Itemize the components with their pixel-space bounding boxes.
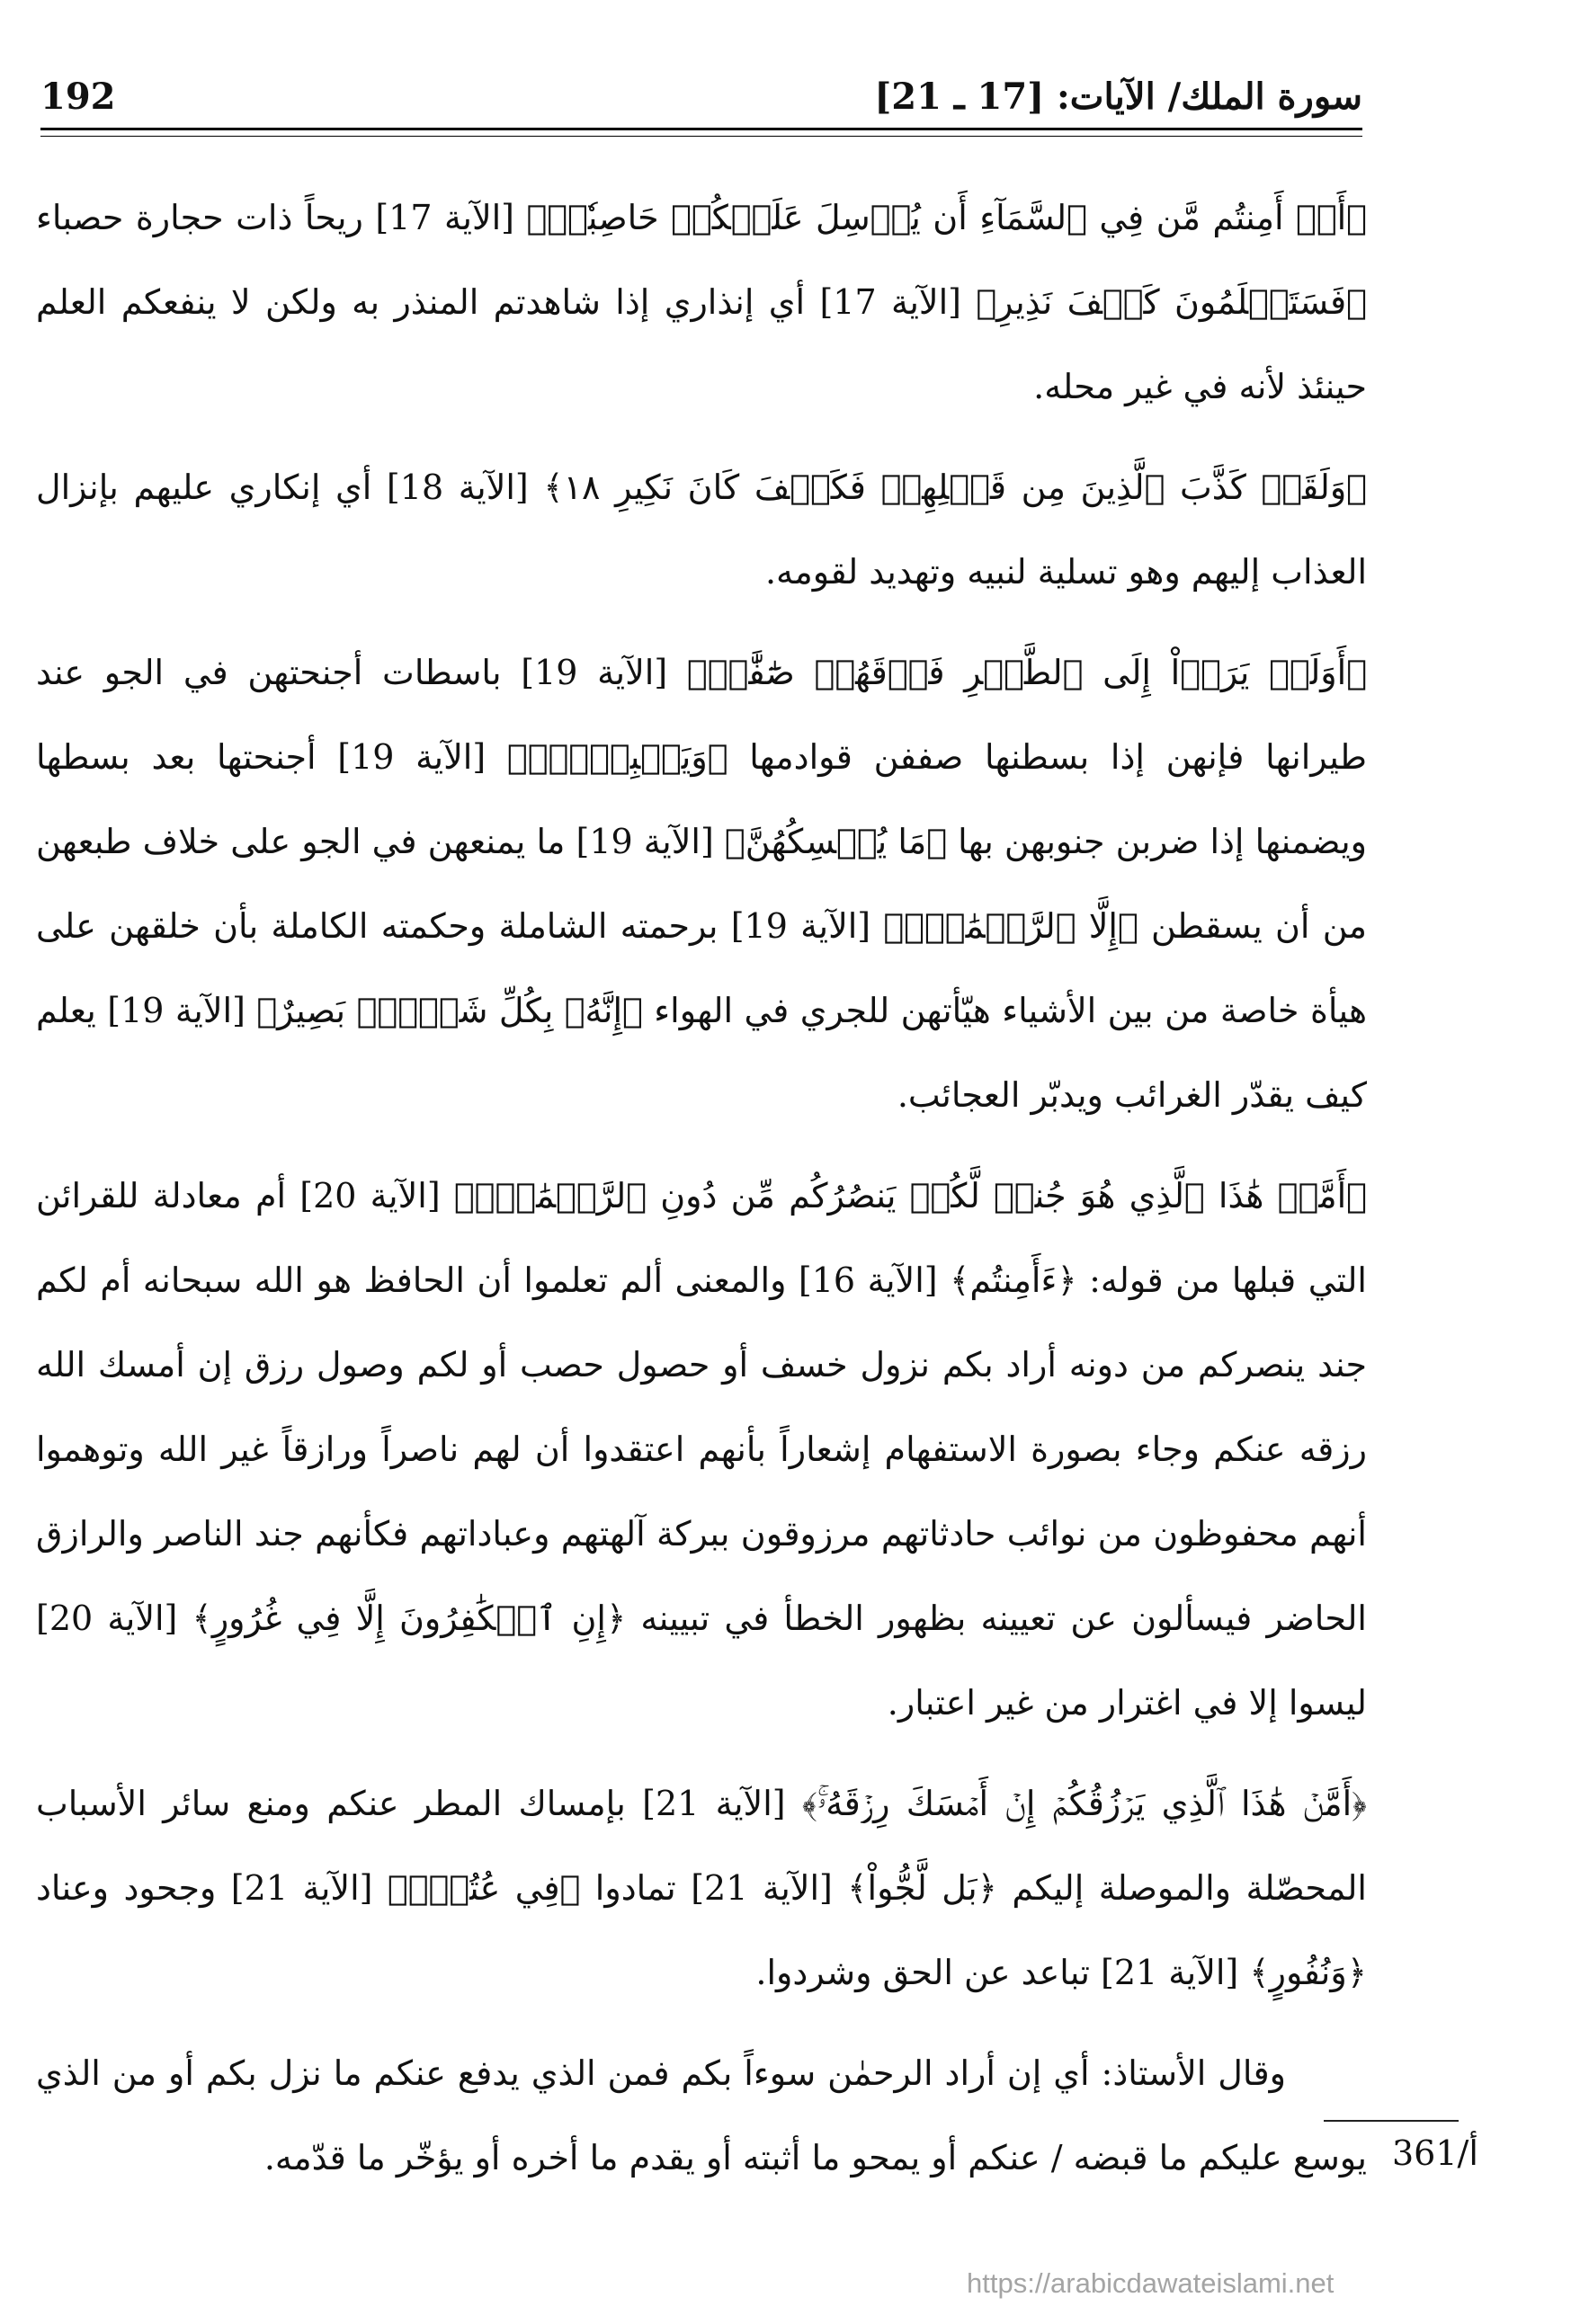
manuscript-folio-note: 361/أ <box>1392 2133 1478 2173</box>
paragraph-ustadh-commentary: وقال الأستاذ: أي إن أراد الرحمٰن سوءاً بكم فمن الذي يدفع عنكم ما نزل بكم أو من الذي يوسع عليكم ما قبضه / عنكم أو يمحو ما أثبته أو يقدم ما أخره أو يؤخّر ما قدّمه. <box>36 2053 1367 2177</box>
paragraph-verse-19: ﴿أَوَلَمۡ يَرَوۡاْ إِلَى ٱلطَّيۡرِ فَوۡقَهُمۡ صَٰٓفَّٰتٖ﴾ [الآية 19] باسطات أجنحتهن في الجو عند طيرانها فإنهن إذا بسطنها صففن قوادمها ﴿وَيَقۡبِضۡنَۚ﴾ [الآية 19] أجنحتها بعد بسطها ويضمنها إذا ضربن جنوبهن بها ﴿مَا يُمۡسِكُهُنَّ﴾ [الآية 19] ما يمنعهن في الجو على خلاف طبعهن من أن يسقطن ﴿إِلَّا ٱلرَّحۡمَٰنُۚ﴾ [الآية 19] برحمته الشاملة وحكمته الكاملة بأن خلقهن على هيأة خاصة من بين الأشياء هيّأتهن للجري في الهواء ﴿إِنَّهُۥ بِكُلِّ شَيۡءِۭ بَصِيرٌ﴾ [الآية 19] يعلم كيف يقدّر الغرائب ويدبّر العجائب. <box>36 653 1368 1115</box>
header-rule-thick <box>40 128 1362 130</box>
paragraph-verse-20: ﴿أَمَّنۡ هَٰذَا ٱلَّذِي هُوَ جُندٞ لَّكُمۡ يَنصُرُكُم مِّن دُونِ ٱلرَّحۡمَٰنِۚ﴾ [الآية 20] أم معادلة للقرائن التي قبلها من قوله: ﴿ءَأَمِنتُم﴾ [الآية 16] والمعنى ألم تعلموا أن الحافظ هو الله سبحانه أم لكم جند ينصركم من دونه أراد بكم نزول خسف أو حصول حصب أو لكم وصول رزق إن أمسك الله رزقه عنكم وجاء بصورة الاستفهام إشعاراً بأنهم اعتقدوا أن لهم ناصراً ورازقاً غير الله وتوهموا أنهم محفوظون من نوائب حادثاتهم مرزوقون ببركة آلهتهم وعباداتهم فكأنهم جند الناصر والرازق الحاضر فيسألون عن تعيينه بظهور الخطأ في تبيينه ﴿إِنِ ٱلۡكَٰفِرُونَ إِلَّا فِي غُرُورٍ﴾ [الآية 20] ليسوا إلا في اغترار من غير اعتبار. <box>36 1176 1367 1723</box>
watermark-url: https://arabicdawateislami.net <box>967 2267 1335 2299</box>
paragraph-verse-21: ﴿أَمَّنۡ هَٰذَا ٱلَّذِي يَرۡزُقُكُمۡ إِنۡ أَمۡسَكَ رِزۡقَهُۥۚ﴾ [الآية 21] بإمساك المطر عنكم ومنع سائر الأسباب المحصّلة والموصلة إليكم ﴿بَل لَّجُّواْ﴾ [الآية 21] تمادوا ﴿فِي عُتُوّٖ﴾ [الآية 21] وجحود وعناد ﴿وَنُفُورٍ﴾ [الآية 21] تباعد عن الحق وشردوا. <box>36 1784 1367 1992</box>
main-text <box>36 175 1367 2216</box>
header-rule-thin <box>40 136 1362 137</box>
running-title: سورة الملك/ الآيات: [17 ـ 21] <box>874 76 1362 118</box>
paragraph-verse-17: ﴿أَمۡ أَمِنتُم مَّن فِي ٱلسَّمَآءِ أَن يُرۡسِلَ عَلَيۡكُمۡ حَاصِبٗاۖ﴾ [الآية 17] ريحاً ذات حجارة حصباء ﴿فَسَتَعۡلَمُونَ كَيۡفَ نَذِيرِ﴾ [الآية 17] أي إنذاري إذا شاهدتم المنذر به ولكن لا ينفعكم العلم حينئذ لأنه في غير محله. <box>36 198 1367 406</box>
page-header <box>40 63 1362 126</box>
page-number: 192 <box>40 76 116 118</box>
margin-rule <box>1324 2120 1459 2122</box>
paragraph-verse-18: ﴿وَلَقَدۡ كَذَّبَ ٱلَّذِينَ مِن قَبۡلِهِمۡ فَكَيۡفَ كَانَ نَكِيرِ ١٨﴾ [الآية 18] أي إنكاري عليهم بإنزال العذاب إليهم وهو تسلية لنبيه وتهديد لقومه. <box>36 467 1367 592</box>
